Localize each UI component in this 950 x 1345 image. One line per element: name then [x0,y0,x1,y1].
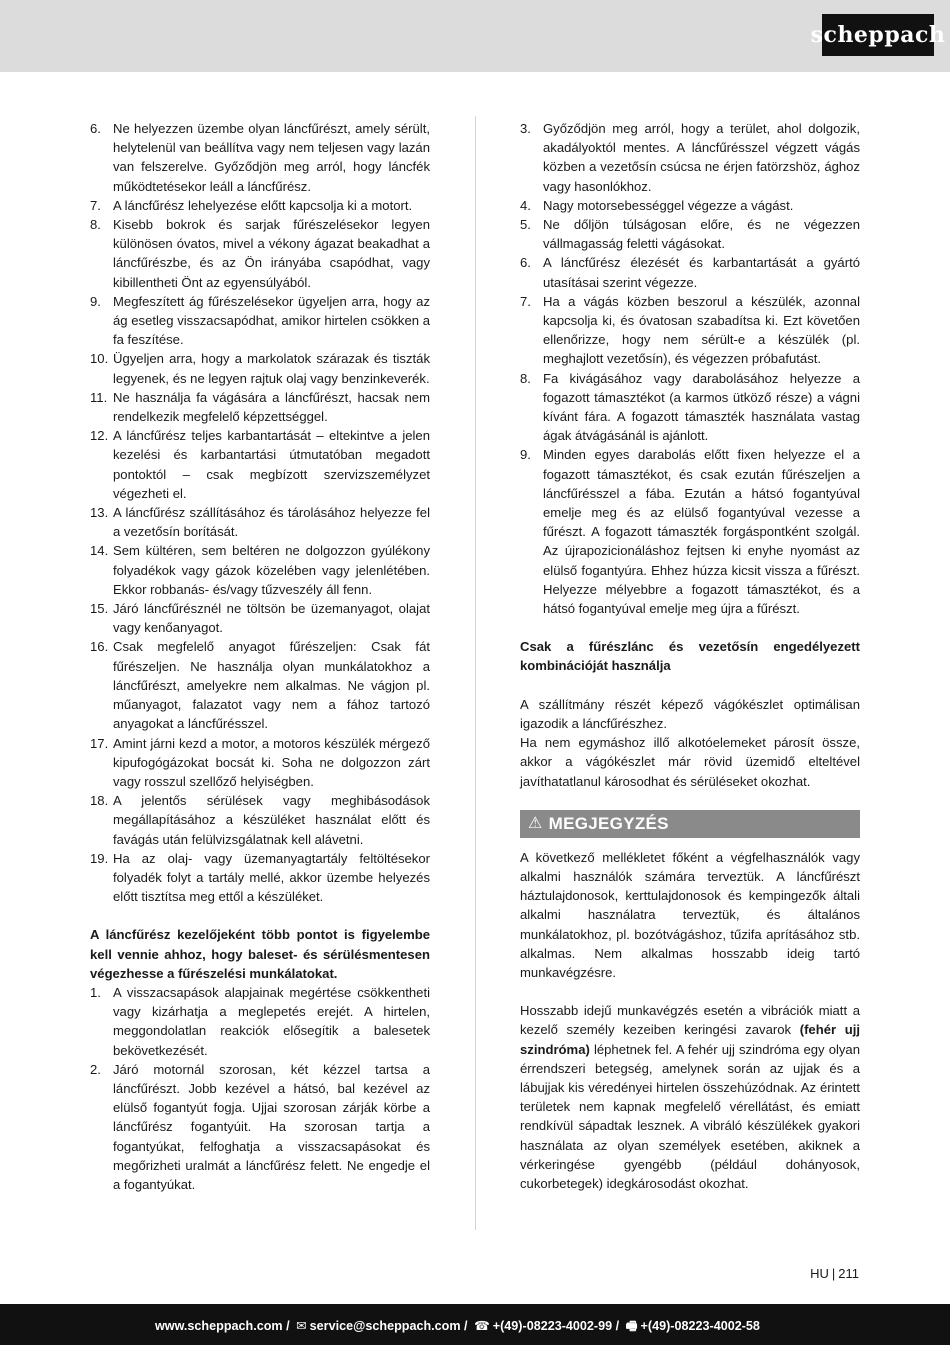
phone-icon: ☎ [474,1319,490,1333]
item-text: Ne helyezzen üzembe olyan láncfűrészt, amely sérült, helytelenül van beállítva vagy nem teljesen vagy lazán van felszerelve. Győződjön meg arról, hogy láncfék működtetésekor leáll a láncfűrész. [113,121,430,194]
item-number: 7. [90,197,101,213]
item-number: 19. [90,850,109,866]
item-text: Csak megfelelő anyagot fűrészeljen: Csak fát fűrészeljen. Ne használja olyan munkálatokhoz a láncfűrészt, amelyekre nem alkalmas. Ne vágjon pl. műanyagot, falazatot vagy nem a fához tartozó anyagokat a láncfűrésszel. [113,639,430,732]
chain-combination-heading: Csak a fűrészlánc és vezetősín engedélyezett kombinációját használja [520,639,860,674]
list-item [520,445,860,618]
item-text: Kisebb bokrok és sarjak fűrészelésekor legyen különösen óvatos, mivel a vékony ágazat beakadhat a láncfűrészbe, és az Ön irányába csapódhat, vagy kibillentheti Önt az egyensúlyából. [113,217,430,290]
footer-bar [0,1304,950,1345]
footer-email[interactable]: service@scheppach.com [309,1319,461,1333]
list-item [90,292,430,350]
item-number: 13. [90,505,109,521]
item-number: 18. [90,793,109,809]
header-band [0,0,950,72]
item-text: Ha a vágás közben beszorul a készülék, azonnal kapcsolja ki, és óvatosan szabadítsa ki. Ezt követően ellenőrizze, hogy nem sérült-e a készülék (pl. meghajlott vezetősín), és végezzen próbafutást. [543,293,860,367]
list-item [90,849,430,907]
item-text: Sem kültéren, sem beltéren ne dolgozzon gyúlékony folyadékok vagy gázok közelében vagy jelenlétében. Ekkor robbanás- és/vagy tűzveszély áll fenn. [113,543,430,597]
operator-heading: A láncfűrész kezelőjeként több pontot is figyelembe kell vennie ahhoz, hogy baleset- és sérülésmentesen végezhesse a fűrészelési munkálatokat. [90,927,430,981]
item-text: Fa kivágásához vagy darabolásához helyezze a fogazott támasztékot (a karmos ütköző része) a vágni kívánt fára. A fogazott támaszték használata vastag ágak átvágásánál is ajánlott. [543,370,860,444]
list-item [90,215,430,292]
item-text: A láncfűrész lehelyezése előtt kapcsolja ki a motort. [113,197,413,213]
item-number: 5. [520,217,531,233]
list-item [90,119,430,196]
list-item [90,541,430,599]
item-number: 6. [90,121,101,136]
envelope-icon: ✉ [296,1319,307,1333]
item-text: Ne használja fa vágására a láncfűrészt, hacsak nem rendelkezik megfelelő képzettséggel. [113,389,430,425]
item-number: 6. [520,255,531,271]
item-number: 15. [90,601,109,617]
list-item [520,292,860,369]
item-text: Ügyeljen arra, hogy a markolatok szárazak és tiszták legyenek, és ne legyen rajtuk olaj vagy benzinkeverék. [113,351,430,386]
list-item [90,983,430,1060]
item-text: Megfeszített ág fűrészelésekor ügyeljen arra, hogy az ág esetleg visszacsapódhat, amikor hirtelen csökken a fa feszítése. [113,293,430,348]
item-text: Ha az olaj- vagy üzemanyagtartály feltöltésekor folyadék folyt a tartály mellé, akkor üzembe helyezés előtt tisztítsa meg ettől a készüléket. [113,850,430,905]
footer-phone: +(49)-08223-4002-99 [492,1319,613,1333]
paragraph: Ha nem egymáshoz illő alkotóelemeket párosít össze, akkor a vágókészlet már rövid üzemidő elteltével javíthatatlanul károsodhat és sérüléseket okozhat. [520,735,860,789]
list-item [90,503,430,541]
list-item [520,215,860,253]
item-text: Nagy motorsebességgel végezze a vágást. [543,197,794,213]
text-run: Hosszabb idejű munkavégzés esetén a vibrációk miatt a kezelő személy kezeiben keringési zavarok [520,1003,860,1038]
item-number: 14. [90,543,109,559]
footer-contacts: www.scheppach.com / ✉ service@scheppach.com / ☎ +(49)-08223-4002-99 / 🖷 +(49)-08223-4002-58 [155,1319,760,1333]
paragraph: A következő mellékletet főként a végfelhasználók vagy alkalmi használók számára terveztük. A láncfűrészt háztulajdonosok, kerttulajdonosok és kempingezők általi alkalmi használatra terveztük, és általános munkálatokhoz, pl. bozótvágáshoz, tűzifa aprításához stb. alkalmas. Nem alkalmas hosszabb ideig tartó munkavégzésre. [520,849,860,980]
item-text: A láncfűrész teljes karbantartását – eltekintve a jelen kezelési és karbantartási útmutatóban megadott pontoktól – csak megbízott szervizszemélyzet végezheti el. [113,428,430,501]
item-number: 3. [520,121,531,136]
fax-icon: 🖷 [625,1319,638,1333]
item-text: Járó láncfűrésznél ne töltsön be üzemanyagot, olajat vagy kenőanyagot. [113,601,430,636]
item-number: 2. [90,1061,101,1077]
paragraph: A szállítmány részét képező vágókészlet optimálisan igazodik a láncfűrészhez. [520,696,860,731]
page-number-value: 211 [838,1266,859,1281]
list-item [520,196,860,215]
item-number: 9. [520,447,531,463]
item-number: 8. [520,370,531,386]
footer-fax: +(49)-08223-4002-58 [640,1319,760,1333]
notice-banner [520,810,860,838]
footer-web[interactable]: www.scheppach.com [155,1319,283,1333]
item-number: 11. [90,389,108,405]
item-number: 4. [520,197,531,213]
list-item [90,349,430,387]
item-number: 16. [90,639,109,655]
brand-name: scheppach [810,22,946,48]
list-item [90,599,430,637]
operator-list-continued [520,119,860,618]
paragraph [520,1001,860,1193]
brand-logo [810,14,946,56]
item-text: Ne dőljön túlságosan előre, és ne végezzen vállmagasság feletti vágásokat. [543,217,860,252]
item-text: A láncfűrész szállításához és tárolásához helyezze fel a vezetősín borítását. [113,505,430,540]
item-number: 8. [90,217,101,233]
left-column [90,119,430,1194]
list-item [520,369,860,446]
list-item [90,426,430,503]
warning-triangle-icon: ⚠ [528,815,543,833]
item-text: Járó motornál szorosan, két kézzel tartsa a láncfűrészt. Jobb kezével a hátsó, bal kezével az elülső fogantyút fogja. Ujjai szorosan zárják körbe a láncfűrész fogantyúit. Ha szorosan tartja a fogantyúkat, felfoghatja a visszacsapásokat és megőrizheti uralmát a láncfűrész felett. Ne engedje el a fogantyúkat. [113,1061,430,1192]
item-text: Győződjön meg arról, hogy a terület, ahol dolgozik, akadályoktól mentes. A láncfűrésszel végzett vágás közben a vezetősín csúcsa ne érjen fatörzshöz, ághoz vagy hasonlókhoz. [543,121,860,194]
list-item [90,637,430,733]
list-item [90,1060,430,1194]
list-item [90,734,430,792]
column-divider [475,116,476,1230]
right-column [520,119,860,1193]
item-number: 7. [520,293,531,309]
notice-title: MEGJEGYZÉS [548,814,669,834]
page-number: HU | 211 [810,1266,859,1281]
operator-list [90,983,430,1194]
item-text: A jelentős sérülések vagy meghibásodások megállapításához a készüléket használat előtt és favágás után felülvizsgálatnak kell alávetni. [113,793,430,847]
list-item [90,196,430,215]
item-number: 12. [90,428,109,444]
item-number: 17. [90,735,109,751]
list-item [520,119,860,196]
list-item [90,388,430,426]
emphasis: (fehér ujj szindróma) [520,1022,860,1057]
list-item [520,253,860,291]
item-text: Minden egyes darabolás előtt fixen helyezze el a fogazott támasztékot, és csak ezután fűrészeljen a láncfűrésszel a fába. Ezután a hátsó fogantyúval emelje meg és az elülső fogantyúval vezesse a fűrészt. A fogazott támaszték forgáspontként szolgál. Az újrapozicionáláshoz fejtsen ki enyhe nyomást az elülső fogantyúra. Ehhez húzza kicsit vissza a fűrészt. Helyezze mélyebbre a fogazott támasztékot, és a hátsó fogantyúval emelje meg újra a fűrészt. [543,447,860,617]
list-item [90,791,430,849]
item-text: Amint járni kezd a motor, a motoros készülék mérgező kipufogógázokat bocsát ki. Soha ne dolgozzon zárt vagy rosszul szellőző helyiségben. [113,735,430,789]
safety-list-continued [90,119,430,906]
item-number: 9. [90,293,101,309]
item-text: A visszacsapások alapjainak megértése csökkentheti vagy kizárhatja a meglepetés erejét. A hirtelen, meggondolatlan reakciók elősegítik a balesetek bekövetkezését. [113,984,430,1058]
item-number: 1. [90,984,101,1000]
item-number: 10. [90,351,109,367]
item-text: A láncfűrész élezését és karbantartását a gyártó utasításai szerint végezze. [543,255,860,290]
text-run: léphetnek fel. A fehér ujj szindróma egy olyan érrendszeri betegség, amelynek során az ujjak és a lábujjak kis véredényei hirtelen összehúzódnak. Az érintett területek nem kapnak megfelelő vérellátást, és emiatt rendkívül sápadtak lesznek. A vibráló készülékek gyakori használata az olyan személyek esetében, akiknek a vérkeringése gyengébb (például dohányosok, cukorbetegek) idegkárosodást okozhat. [520,1041,860,1191]
language-code: HU [810,1266,829,1281]
